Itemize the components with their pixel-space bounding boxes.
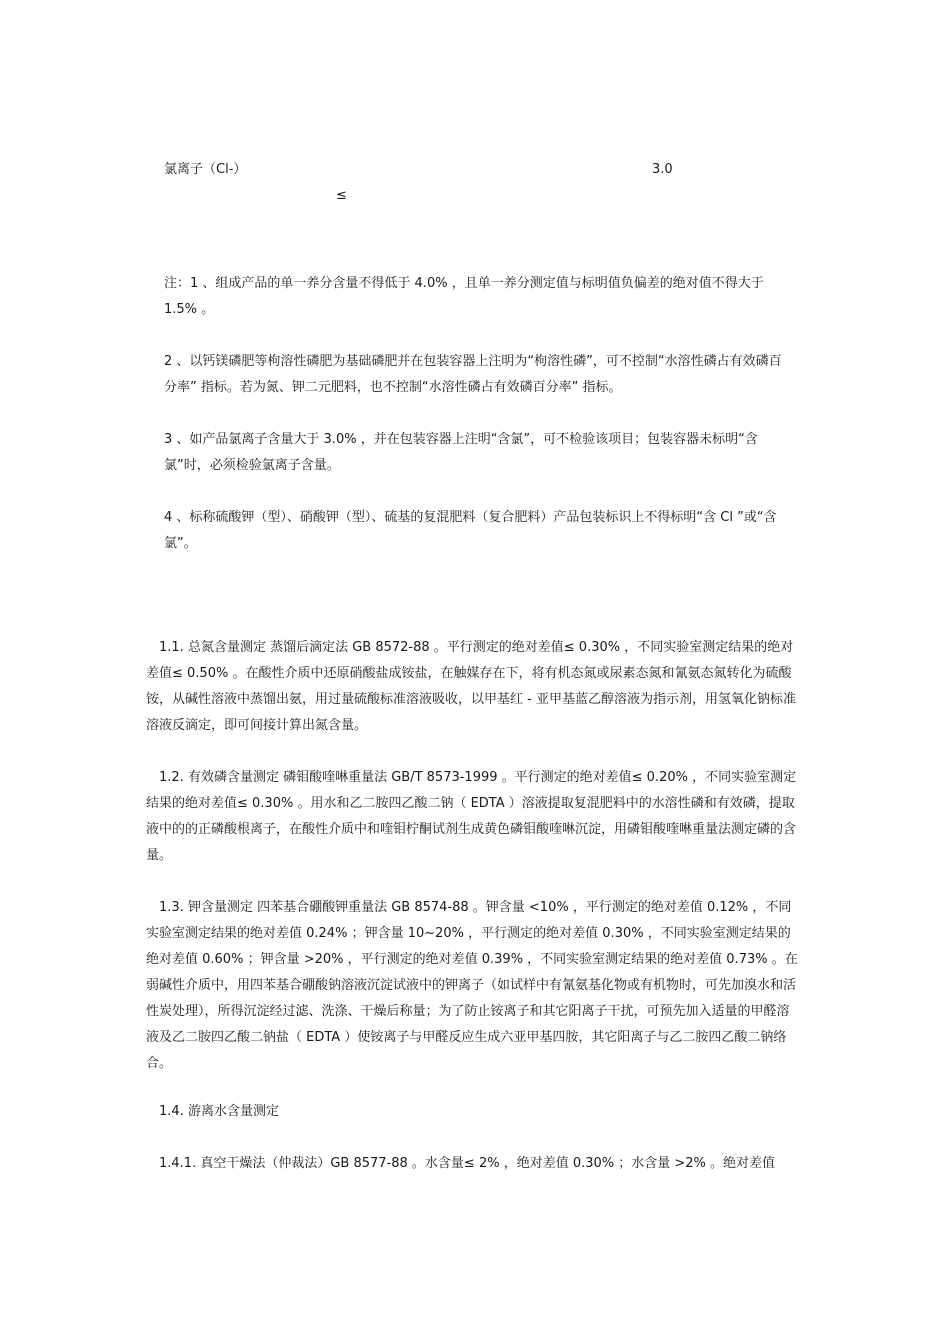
table-row-operator: ≤ [336,188,347,203]
table-row-value: 3.0 [652,162,673,177]
section-1-2 [146,765,798,869]
note-2-text: 2 、以钙镁磷肥等枸溶性磷肥为基础磷肥并在包装容器上注明为“枸溶性磷”，可不控制“水溶性磷占有效磷百分率” 指标。若为氮、钾二元肥料，也不控制“水溶性磷占有效磷百分率” 指标。 [164,354,782,395]
section-1-3-text: 1.3. 钾含量测定 四苯基合硼酸钾重量法 GB 8574-88 。钾含量 <10% ，平行测定的绝对差值 0.12% ，不同实验室测定结果的绝对差值 0.24% ；钾含量 10~20% ，平行测定的绝对差值 0.30% ，不同实验室测定结果的绝对差值 0.60% ；钾含量 >20% ，平行测定的绝对差值 0.39% ，不同实验室测定结果的绝对差值 0.73% 。在弱碱性介质中，用四苯基合硼酸钠溶液沉淀试液中的钾离子（如试样中有氰氨基化物或有机物时，可先加溴水和活性炭处理），所得沉淀经过滤、洗涤、干燥后称量；为了防止铵离子和其它阳离子干扰，可预先加入适量的甲醛溶液及乙二胺四乙酸二钠盐（ EDTA ）使铵离子与甲醛反应生成六亚甲基四胺，其它阳离子与乙二胺四乙酸二钠络合。 [146,900,798,1071]
section-1-4-1-text: 1.4.1. 真空干燥法（仲裁法）GB 8577-88 。水含量≤ 2% ，绝对差值 0.30% ；水含量 >2% 。绝对差值 [159,1156,776,1171]
section-1-2-text: 1.2. 有效磷含量测定 磷钼酸喹啉重量法 GB/T 8573-1999 。平行测定的绝对差值≤ 0.20% ，不同实验室测定结果的绝对差值≤ 0.30% 。用水和乙二胺四乙酸二钠（ EDTA ）溶液提取复混肥料中的水溶性磷和有效磷，提取液中的的正磷酸根离子，在酸性介质中和喹钼柠酮试剂生成黄色磷钼酸喹啉沉淀，用磷钼酸喹啉重量法测定磷的含量。 [146,770,797,863]
note-4 [164,505,784,557]
note-1 [164,271,784,323]
section-1-3 [146,895,798,1077]
section-1-4-1 [146,1151,798,1177]
note-4-text: 4 、标称硫酸钾（型）、硝酸钾（型）、硫基的复混肥料（复合肥料）产品包装标识上不得标明“含 Cl ”或“含氯”。 [164,510,777,551]
note-2 [164,349,784,401]
section-1-1-text: 1.1. 总氮含量测定 蒸馏后滴定法 GB 8572-88 。平行测定的绝对差值≤ 0.30% ，不同实验室测定结果的绝对差值≤ 0.50% 。在酸性介质中还原硝酸盐成铵盐，在触媒存在下，将有机态氮或尿素态氮和氰氨态氮转化为硫酸铵，从碱性溶液中蒸馏出氨，用过量硫酸标准溶液吸收，以甲基红 - 亚甲基蓝乙醇溶液为指示剂，用氢氧化钠标准溶液反滴定，即可间接计算出氮含量。 [146,640,796,733]
note-3 [164,427,784,479]
note-1-text: 注：1 、组成产品的单一养分含量不得低于 4.0% ，且单一养分测定值与标明值负偏差的绝对值不得大于 1.5% 。 [164,276,764,317]
note-3-text: 3 、如产品氯离子含量大于 3.0% ，并在包装容器上注明“含氯”，可不检验该项目；包装容器未标明“含氯”时，必须检验氯离子含量。 [164,432,758,473]
section-1-4-heading [146,1099,798,1125]
table-row-label: 氯离子（Cl-） [164,162,247,177]
section-1-1 [146,635,798,739]
section-1-4-text: 1.4. 游离水含量测定 [159,1104,279,1119]
